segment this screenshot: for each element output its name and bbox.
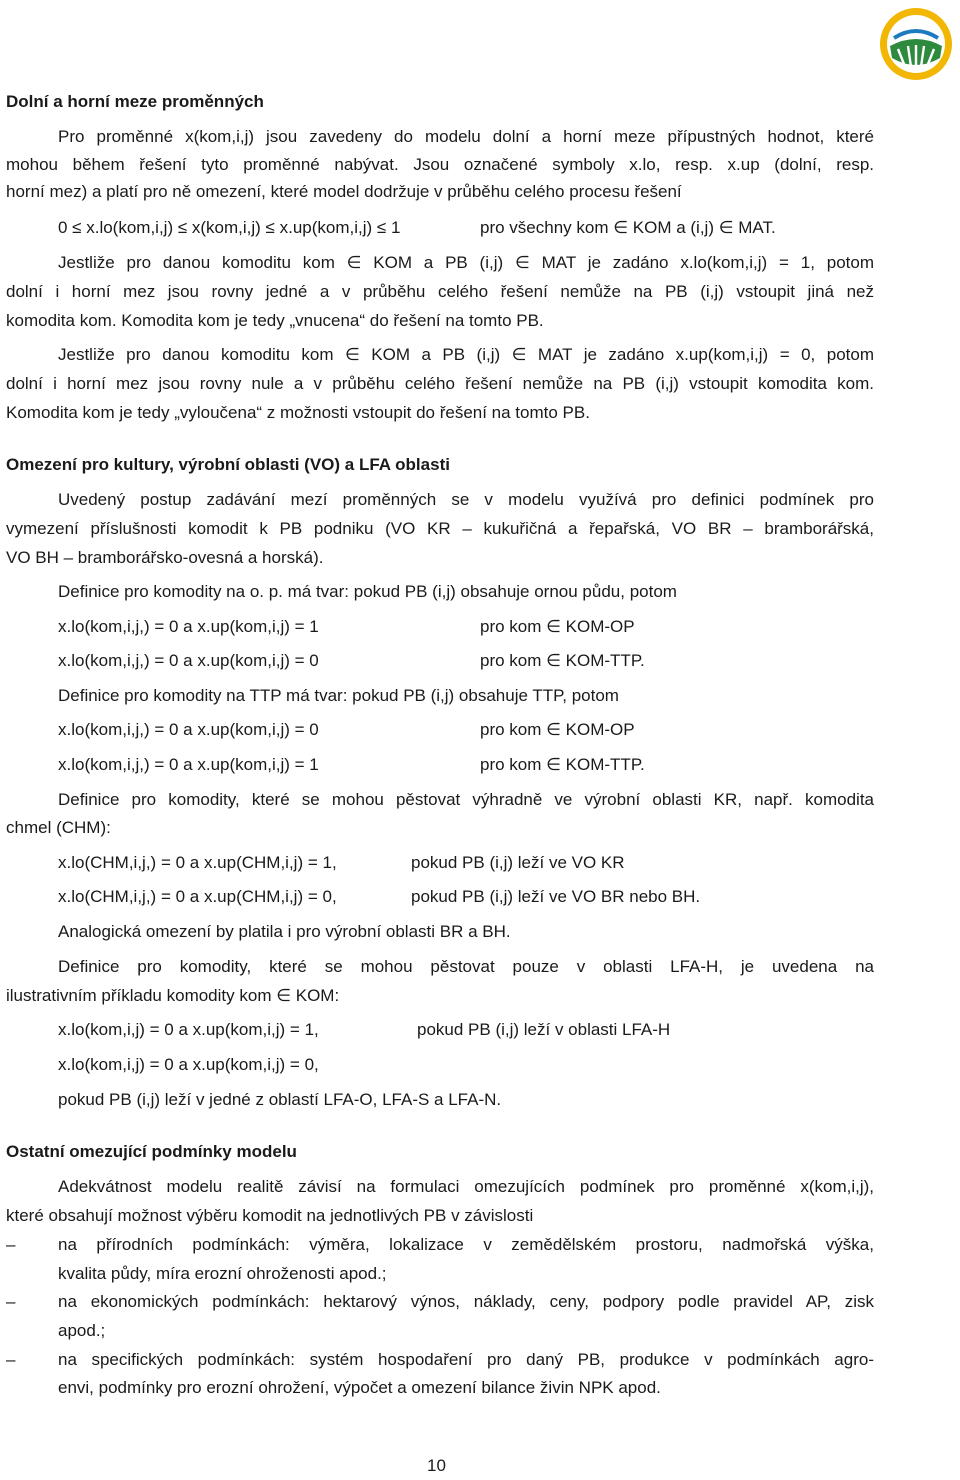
paragraph-line: VO BH – bramborářsko-ovesná a horská).	[6, 548, 324, 567]
formula-condition: pro kom ∈ KOM-OP	[480, 720, 635, 739]
list-item: na přírodních podmínkách: výměra, lokalizace v zemědělském prostoru, nadmořská výška,	[58, 1235, 874, 1254]
formula-bounds: 0 ≤ x.lo(kom,i,j) ≤ x(kom,i,j) ≤ x.up(kom,i,j) ≤ 1	[58, 218, 401, 237]
paragraph-line: dolní i horní mez jsou rovny nule a v průběhu celého řešení nemůže na PB (i,j) vstoupit komodita kom.	[6, 374, 874, 393]
section-title-meze: Dolní a horní meze proměnných	[6, 92, 264, 111]
paragraph-line: Komodita kom je tedy „vyloučena“ z možnosti vstoupit do řešení na tomto PB.	[6, 403, 590, 422]
paragraph-line: Definice pro komodity, které se mohou pěstovat pouze v oblasti LFA-H, je uvedena na	[58, 957, 874, 976]
section-title-ostatni: Ostatní omezující podmínky modelu	[6, 1142, 297, 1161]
section-title-kultury: Omezení pro kultury, výrobní oblasti (VO) a LFA oblasti	[6, 455, 450, 474]
paragraph-line: horní mez) a platí pro ně omezení, které model dodržuje v průběhu celého procesu řešení	[6, 182, 682, 201]
page-number: 10	[427, 1456, 446, 1475]
formula-row: x.lo(kom,i,j,) = 0 a x.up(kom,i,j) = 1	[58, 617, 319, 636]
definition-ttp: Definice pro komodity na TTP má tvar: pokud PB (i,j) obsahuje TTP, potom	[58, 686, 619, 705]
list-item: na specifických podmínkách: systém hospodaření pro daný PB, produkce v podmínkách agro-	[58, 1350, 874, 1369]
formula-condition: pokud PB (i,j) leží ve VO KR	[411, 853, 625, 872]
paragraph-line: mohou během řešení tyto proměnné nabývat. Jsou označené symboly x.lo, resp. x.up (dolní, resp.	[6, 155, 874, 174]
paragraph-line: chmel (CHM):	[6, 818, 111, 837]
formula-condition: pokud PB (i,j) leží v oblasti LFA-H	[417, 1020, 671, 1039]
formula-condition: pro kom ∈ KOM-TTP.	[480, 755, 645, 774]
list-item-continuation: kvalita půdy, míra erozní ohroženosti apod.;	[58, 1264, 387, 1283]
paragraph-line: Pro proměnné x(kom,i,j) jsou zavedeny do modelu dolní a horní meze přípustných hodnot, které	[58, 127, 874, 146]
paragraph-line: dolní i horní mez jsou rovny jedné a v průběhu celého řešení nemůže na PB (i,j) vstoupit jiná než	[6, 282, 874, 301]
formula-row: x.lo(kom,i,j,) = 0 a x.up(kom,i,j) = 0	[58, 720, 319, 739]
formula-row: x.lo(kom,i,j) = 0 a x.up(kom,i,j) = 1,	[58, 1020, 319, 1039]
paragraph-line: komodita kom. Komodita kom je tedy „vnucena“ do řešení na tomto PB.	[6, 311, 544, 330]
bullet-dash: –	[6, 1292, 16, 1311]
bullet-dash: –	[6, 1350, 16, 1369]
formula-row: x.lo(kom,i,j,) = 0 a x.up(kom,i,j) = 1	[58, 755, 319, 774]
formula-row: x.lo(kom,i,j,) = 0 a x.up(kom,i,j) = 0	[58, 651, 319, 670]
list-item-continuation: envi, podmínky pro erozní ohrožení, výpočet a omezení bilance živin NPK apod.	[58, 1378, 661, 1397]
logo-icon	[878, 6, 954, 82]
formula-domain: pro všechny kom ∈ KOM a (i,j) ∈ MAT.	[480, 218, 776, 237]
formula-condition: pro kom ∈ KOM-OP	[480, 617, 635, 636]
paragraph-line: vymezení příslušnosti komodit k PB podniku (VO KR – kukuřičná a řepařská, VO BR – bramborářská,	[6, 519, 874, 538]
paragraph-line: Definice pro komodity, které se mohou pěstovat výhradně ve výrobní oblasti KR, např. komodita	[58, 790, 874, 809]
paragraph-line: Jestliže pro danou komoditu kom ∈ KOM a PB (i,j) ∈ MAT je zadáno x.up(kom,i,j) = 0, potom	[58, 345, 874, 364]
bullet-dash: –	[6, 1235, 16, 1254]
list-item: na ekonomických podmínkách: hektarový výnos, náklady, ceny, podpory podle pravidel AP, zisk	[58, 1292, 874, 1311]
paragraph-line: Jestliže pro danou komoditu kom ∈ KOM a PB (i,j) ∈ MAT je zadáno x.lo(kom,i,j) = 1, potom	[58, 253, 874, 272]
definition-op: Definice pro komodity na o. p. má tvar: pokud PB (i,j) obsahuje ornou půdu, potom	[58, 582, 677, 601]
paragraph-line: které obsahují možnost výběru komodit na jednotlivých PB v závislosti	[6, 1206, 534, 1225]
paragraph-line: Uvedený postup zadávání mezí proměnných se v modelu využívá pro definici podmínek pro	[58, 490, 874, 509]
list-item-continuation: apod.;	[58, 1321, 106, 1340]
paragraph-line: Analogická omezení by platila i pro výrobní oblasti BR a BH.	[58, 922, 511, 941]
formula-condition: pro kom ∈ KOM-TTP.	[480, 651, 645, 670]
paragraph-line: ilustrativním příkladu komodity kom ∈ KOM:	[6, 986, 340, 1005]
formula-row: x.lo(CHM,i,j,) = 0 a x.up(CHM,i,j) = 0,	[58, 887, 337, 906]
formula-row: x.lo(kom,i,j) = 0 a x.up(kom,i,j) = 0,	[58, 1055, 319, 1074]
formula-row: x.lo(CHM,i,j,) = 0 a x.up(CHM,i,j) = 1,	[58, 853, 337, 872]
paragraph-line: Adekvátnost modelu realitě závisí na formulaci omezujících podmínek pro proměnné x(kom,i,j),	[58, 1177, 874, 1196]
formula-condition: pokud PB (i,j) leží ve VO BR nebo BH.	[411, 887, 701, 906]
formula-condition: pokud PB (i,j) leží v jedné z oblastí LFA-O, LFA-S a LFA-N.	[58, 1090, 502, 1109]
